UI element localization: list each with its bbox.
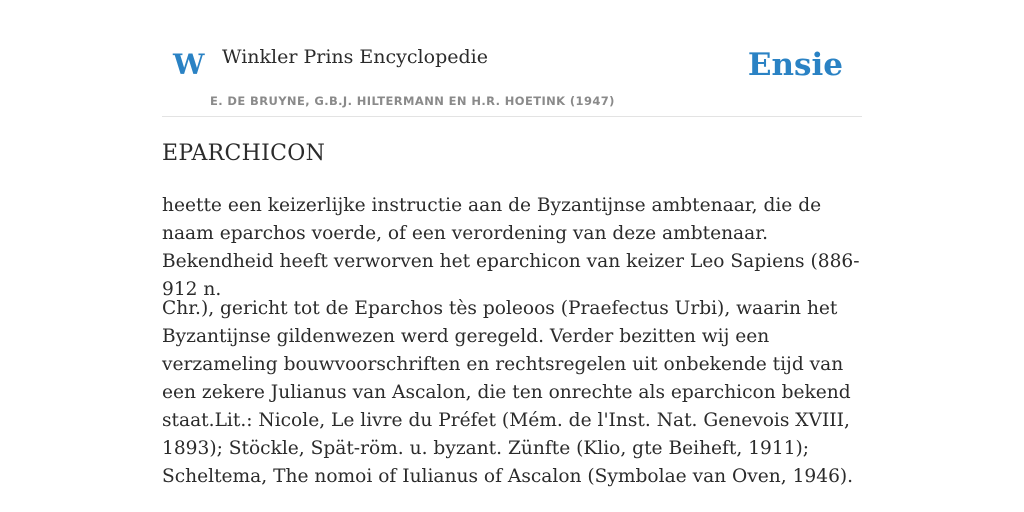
publication-authors: E. DE BRUYNE, G.B.J. HILTERMANN EN H.R. HOETINK (1947) <box>210 94 615 108</box>
article-title: EPARCHICON <box>162 141 326 166</box>
article-paragraph-1: heette een keizerlijke instructie aan de Byzantijnse ambtenaar, die de naam eparchos voerde, of een verordening van deze ambtenaar. Bekendheid heeft verworven het eparchicon van keizer Leo Sapiens (886-912 n. <box>162 195 860 300</box>
page-container <box>162 0 862 487</box>
article-paragraph-2: Chr.), gericht tot de Eparchos tès poleoos (Praefectus Urbi), waarin het Byzantijnse gildenwezen werd geregeld. Verder bezitten wij een verzameling bouwvoorschriften en rechtsregelen uit onbekende tijd van een zekere Julianus van Ascalon, die ten onrechte als eparchicon bekend staat.Lit.: Nicole, Le livre du Préfet (Mém. de l'Inst. Nat. Genevois XVIII, 1893); Stöckle, Spät-röm. u. byzant. Zünfte (Klio, gte Beiheft, 1911); Scheltema, The nomoi of Iulianus of Ascalon (Symbolae van Oven, 1946). <box>162 298 854 487</box>
publication-logo[interactable]: W <box>173 48 205 81</box>
brand-logo[interactable]: Ensie <box>747 47 843 83</box>
header <box>162 0 862 117</box>
publication-title[interactable]: Winkler Prins Encyclopedie <box>222 46 488 68</box>
